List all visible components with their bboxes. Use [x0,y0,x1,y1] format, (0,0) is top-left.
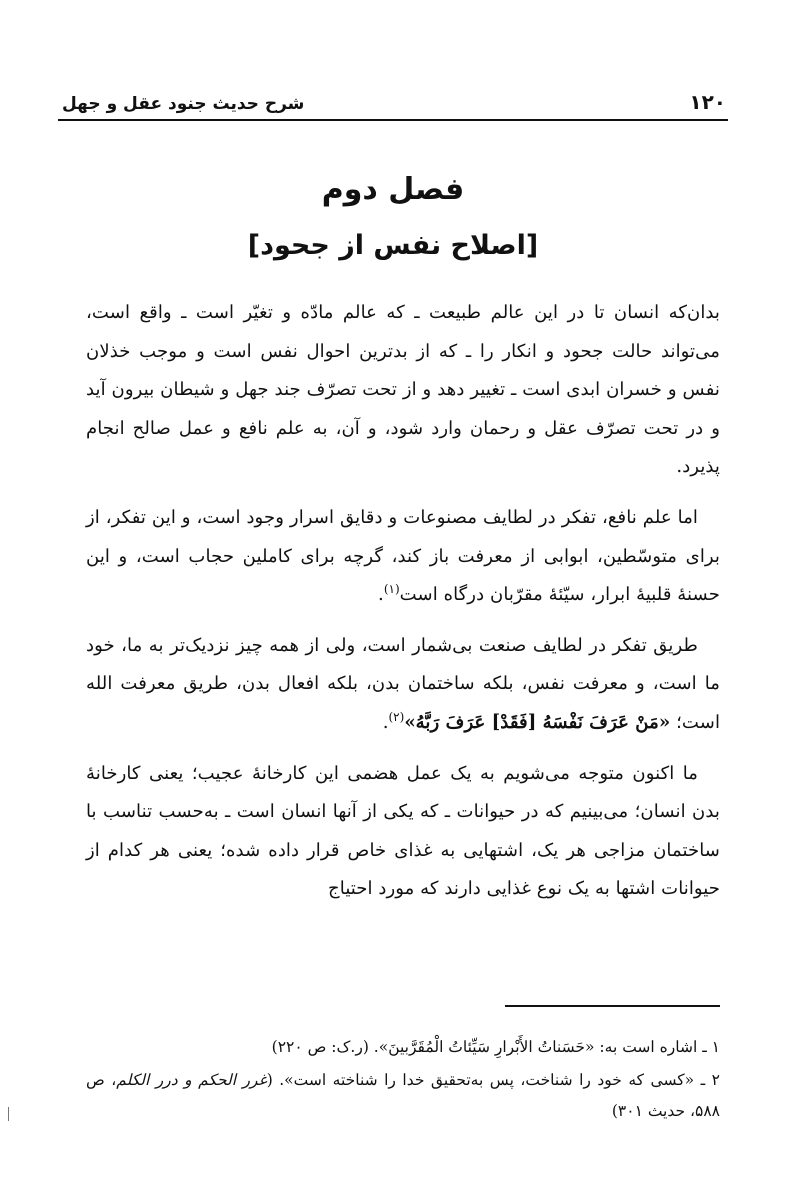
footnote-1: ۱ ـ اشاره است به: «حَسَناتُ الأَبْرارِ سَیِّئاتُ الْمُقَرَّبینَ». (ر.ک: ص ۲۲۰) [271,1038,720,1056]
footnote-2-end: ، ص ۵۸۸، حدیث ۳۰۱) [86,1071,720,1120]
footnote-2-citation: غرر الحکم و درر الکلم [116,1071,267,1089]
margin-mark [8,1107,9,1121]
footnote-ref-2[interactable]: (۲) [388,709,405,724]
paragraph-2-end: . [378,584,384,606]
paragraph-4: ما اکنون متوجه می‌شویم به یک عمل هضمی این کارخانهٔ عجیب؛ یعنی کارخانهٔ بدن انسان؛ می‌بینیم که در حیوانات ـ که یکی از آنها انسان است ـ به‌حسب تناسب با ساختمان مزاجی هر یک، اشتهایی به غذای خاص قرار داده شده؛ یعنی هر کدام از حیوانات اشتها به یک نوع غذایی دارند که مورد احتیاج [86,762,720,900]
paragraph-3-end: . [382,711,389,733]
paragraph-3 [86,627,720,743]
footnote-2 [86,1065,720,1127]
running-book-title: شرح حدیث جنود عقل و جهل [62,94,305,114]
paragraph-2-text: اما علم نافع، تفکر در لطایف مصنوعات و دقایق اسرار وجود است، و این تفکر، از برای متوسّطین، ابوابی از معرفت باز کند، گرچه برای کاملین حجاب است، و این حسنهٔ قلبیهٔ ابرار، سیّئهٔ مقرّبان درگاه است [86,506,720,606]
section-title: [اصلاح نفس از جحود] [247,230,539,261]
footnote-ref-1[interactable]: (۱) [383,582,400,597]
paragraph-3-text: طریق تفکر در لطایف صنعت بی‌شمار است، ولی از همه چیز نزدیک‌تر به ما، خود ما است، و معرفت نفس، بلکه ساختمان بدن، بلکه افعال بدن، طریق معرفت الله است؛ [86,634,720,733]
header-rule [58,119,728,121]
hadith-quote: «مَنْ عَرَفَ نَفْسَهُ [فَقَدْ] عَرَفَ رَبَّهُ» [404,711,671,733]
running-head [62,86,726,114]
body-text [86,294,720,921]
paragraph-1: بدان‌که انسان تا در این عالم طبیعت ـ که عالم مادّه و تغیّر است ـ واقع است، می‌تواند حالت جحود و انکار را ـ که از بدترین احوال نفس است و موجب خذلان نفس و خسران ابدی است ـ تغییر دهد و از تحت تصرّف جند جهل و شیطان بیرون آید و در تحت تصرّف عقل و رحمان وارد شود، و آن، به علم نافع و عمل صالح انجام پذیرد. [86,302,720,478]
chapter-title: فصل دوم [321,172,465,207]
footnotes [86,1032,720,1129]
paragraph-2 [86,499,720,615]
page-number: ۱۲۰ [689,90,726,114]
footnote-2-text: ۲ ـ «کسی که خود را شناخت، پس به‌تحقیق خدا را شناخته است». ( [266,1071,720,1089]
footnote-rule [505,1005,720,1007]
